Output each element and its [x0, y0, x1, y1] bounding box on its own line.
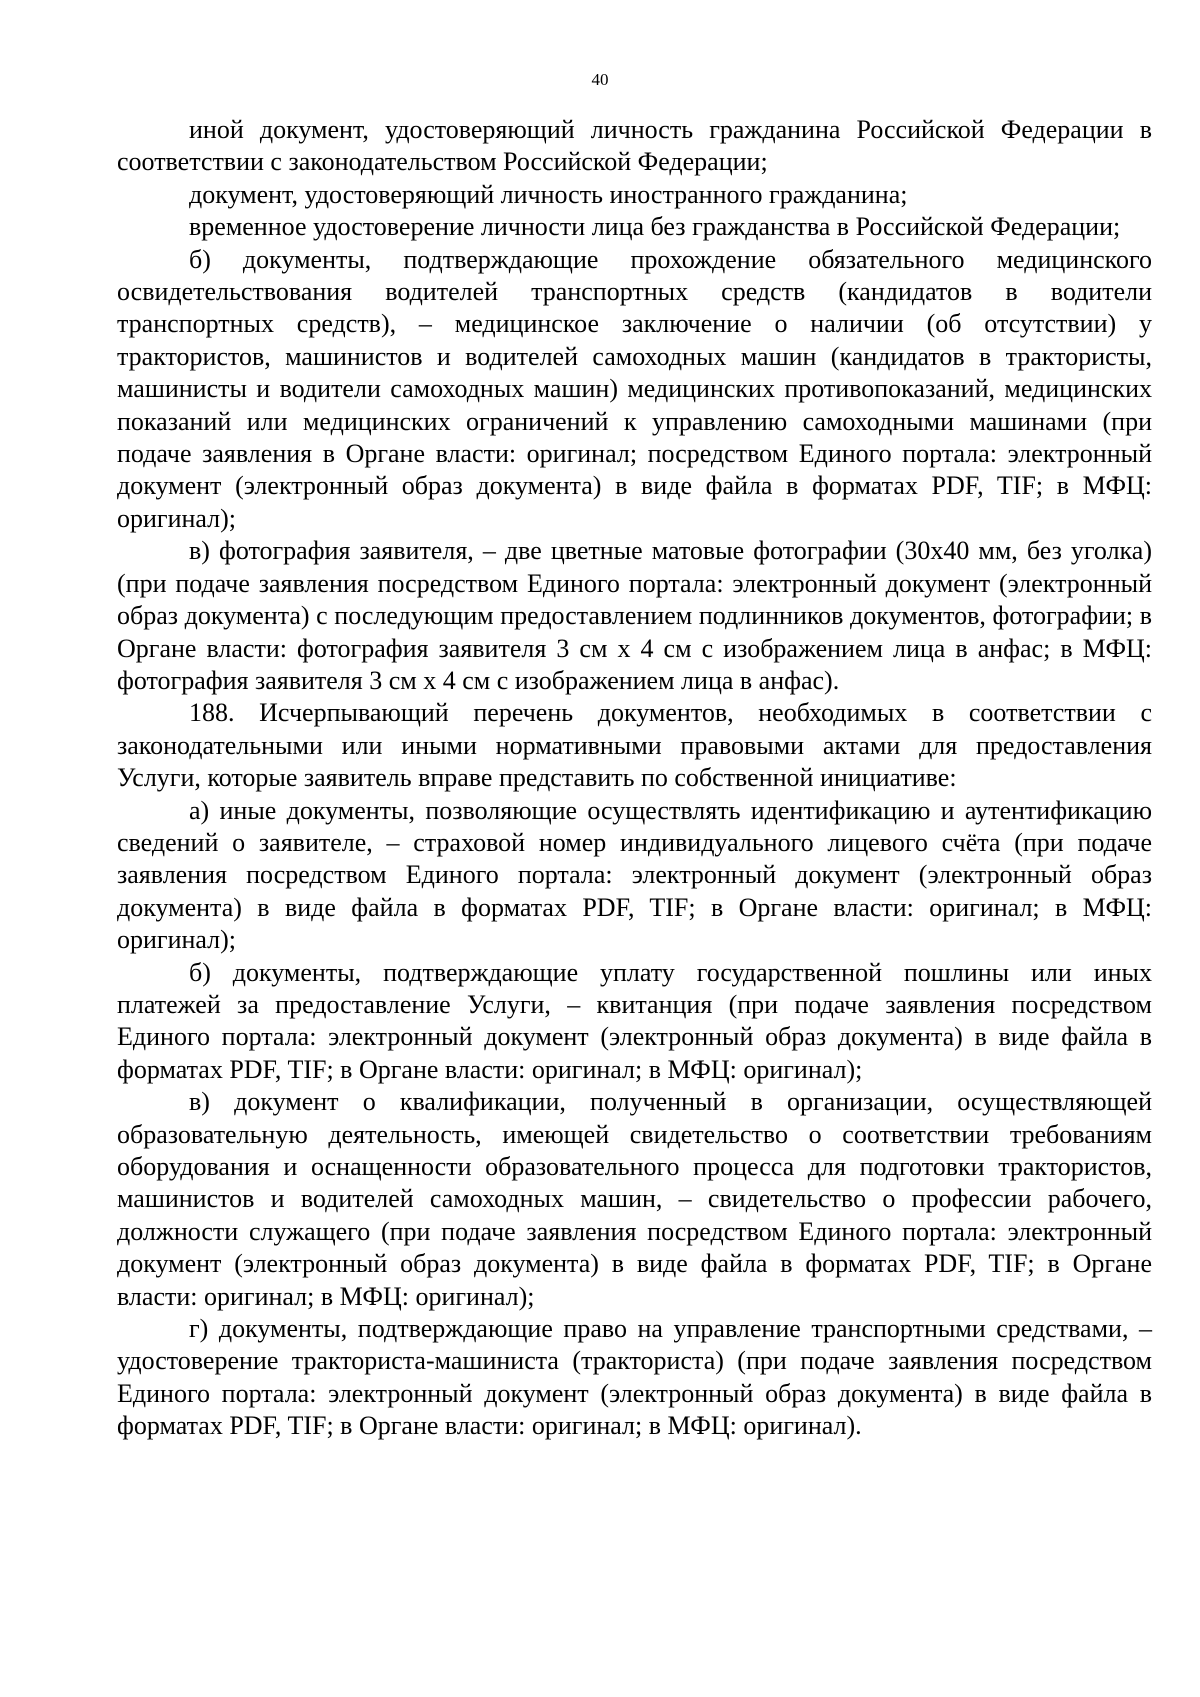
paragraph-item-b-fee-payment: б) документы, подтверждающие уплату государственной пошлины или иных платежей за предоставление Услуги, – квитанция (при подаче заявления посредством Единого портала: электронный документ (электронный образ документа) в виде файла в форматах PDF, TIF; в Органе власти: оригинал; в МФЦ: оригинал);: [117, 957, 1152, 1084]
page-number: 40: [591, 70, 609, 89]
paragraph-item-v-qualification: в) документ о квалификации, полученный в организации, осуществляющей образовательную деятельность, имеющей свидетельство о соответствии требованиям оборудования и оснащенности образовательного процесса для подготовки трактористов, машинистов и водителей самоходных машин, – свидетельство о профессии рабочего, должности служащего (при подаче заявления посредством Единого портала: электронный документ (электронный образ документа) в виде файла в форматах PDF, TIF; в Органе власти: оригинал; в МФЦ: оригинал);: [117, 1087, 1152, 1311]
document-body: [117, 114, 1152, 1443]
paragraph-item-b-medical: б) документы, подтверждающие прохождение обязательного медицинского освидетельствования водителей транспортных средств (кандидатов в водители транспортных средств), – медицинское заключение о наличии (об отсутствии) у трактористов, машинистов и водителей самоходных машин (кандидатов в трактористы, машинисты и водители самоходных машин) медицинских противопоказаний, медицинских показаний или медицинских ограничений к управлению самоходными машинами (при подаче заявления в Органе власти: оригинал; посредством Единого портала: электронный документ (электронный образ документа) в виде файла в форматах PDF, TIF; в МФЦ: оригинал);: [117, 244, 1152, 533]
paragraph-clause-188: 188. Исчерпывающий перечень документов, необходимых в соответствии с законодательными или иными нормативными правовыми актами для предоставления Услуги, которые заявитель вправе представить по собственной инициативе:: [117, 698, 1152, 793]
paragraph-item-v-photo: в) фотография заявителя, – две цветные матовые фотографии (30х40 мм, без уголка) (при подаче заявления посредством Единого портала: электронный документ (электронный образ документа) с последующим предоставлением подлинников документов, фотографии; в Органе власти: фотография заявителя 3 см х 4 см с изображением лица в анфас; в МФЦ: фотография заявителя 3 см х 4 см с изображением лица в анфас).: [117, 536, 1152, 695]
paragraph-foreign-citizen-id: документ, удостоверяющий личность иностранного гражданина;: [189, 179, 908, 209]
paragraph-other-id-document: иной документ, удостоверяющий личность гражданина Российской Федерации в соответствии с законодательством Российской Федерации;: [117, 115, 1152, 177]
paragraph-stateless-temporary-id: временное удостоверение личности лица без гражданства в Российской Федерации;: [189, 212, 1121, 242]
paragraph-item-a-identification: а) иные документы, позволяющие осуществлять идентификацию и аутентификацию сведений о заявителе, – страховой номер индивидуального лицевого счёта (при подаче заявления посредством Единого портала: электронный документ (электронный образ документа) в виде файла в форматах PDF, TIF; в Органе власти: оригинал; в МФЦ: оригинал);: [117, 795, 1152, 955]
paragraph-item-g-driving-right: г) документы, подтверждающие право на управление транспортными средствами, – удостоверение тракториста-машиниста (тракториста) (при подаче заявления посредством Единого портала: электронный документ (электронный образ документа) в виде файла в форматах PDF, TIF; в Органе власти: оригинал; в МФЦ: оригинал).: [117, 1314, 1152, 1441]
